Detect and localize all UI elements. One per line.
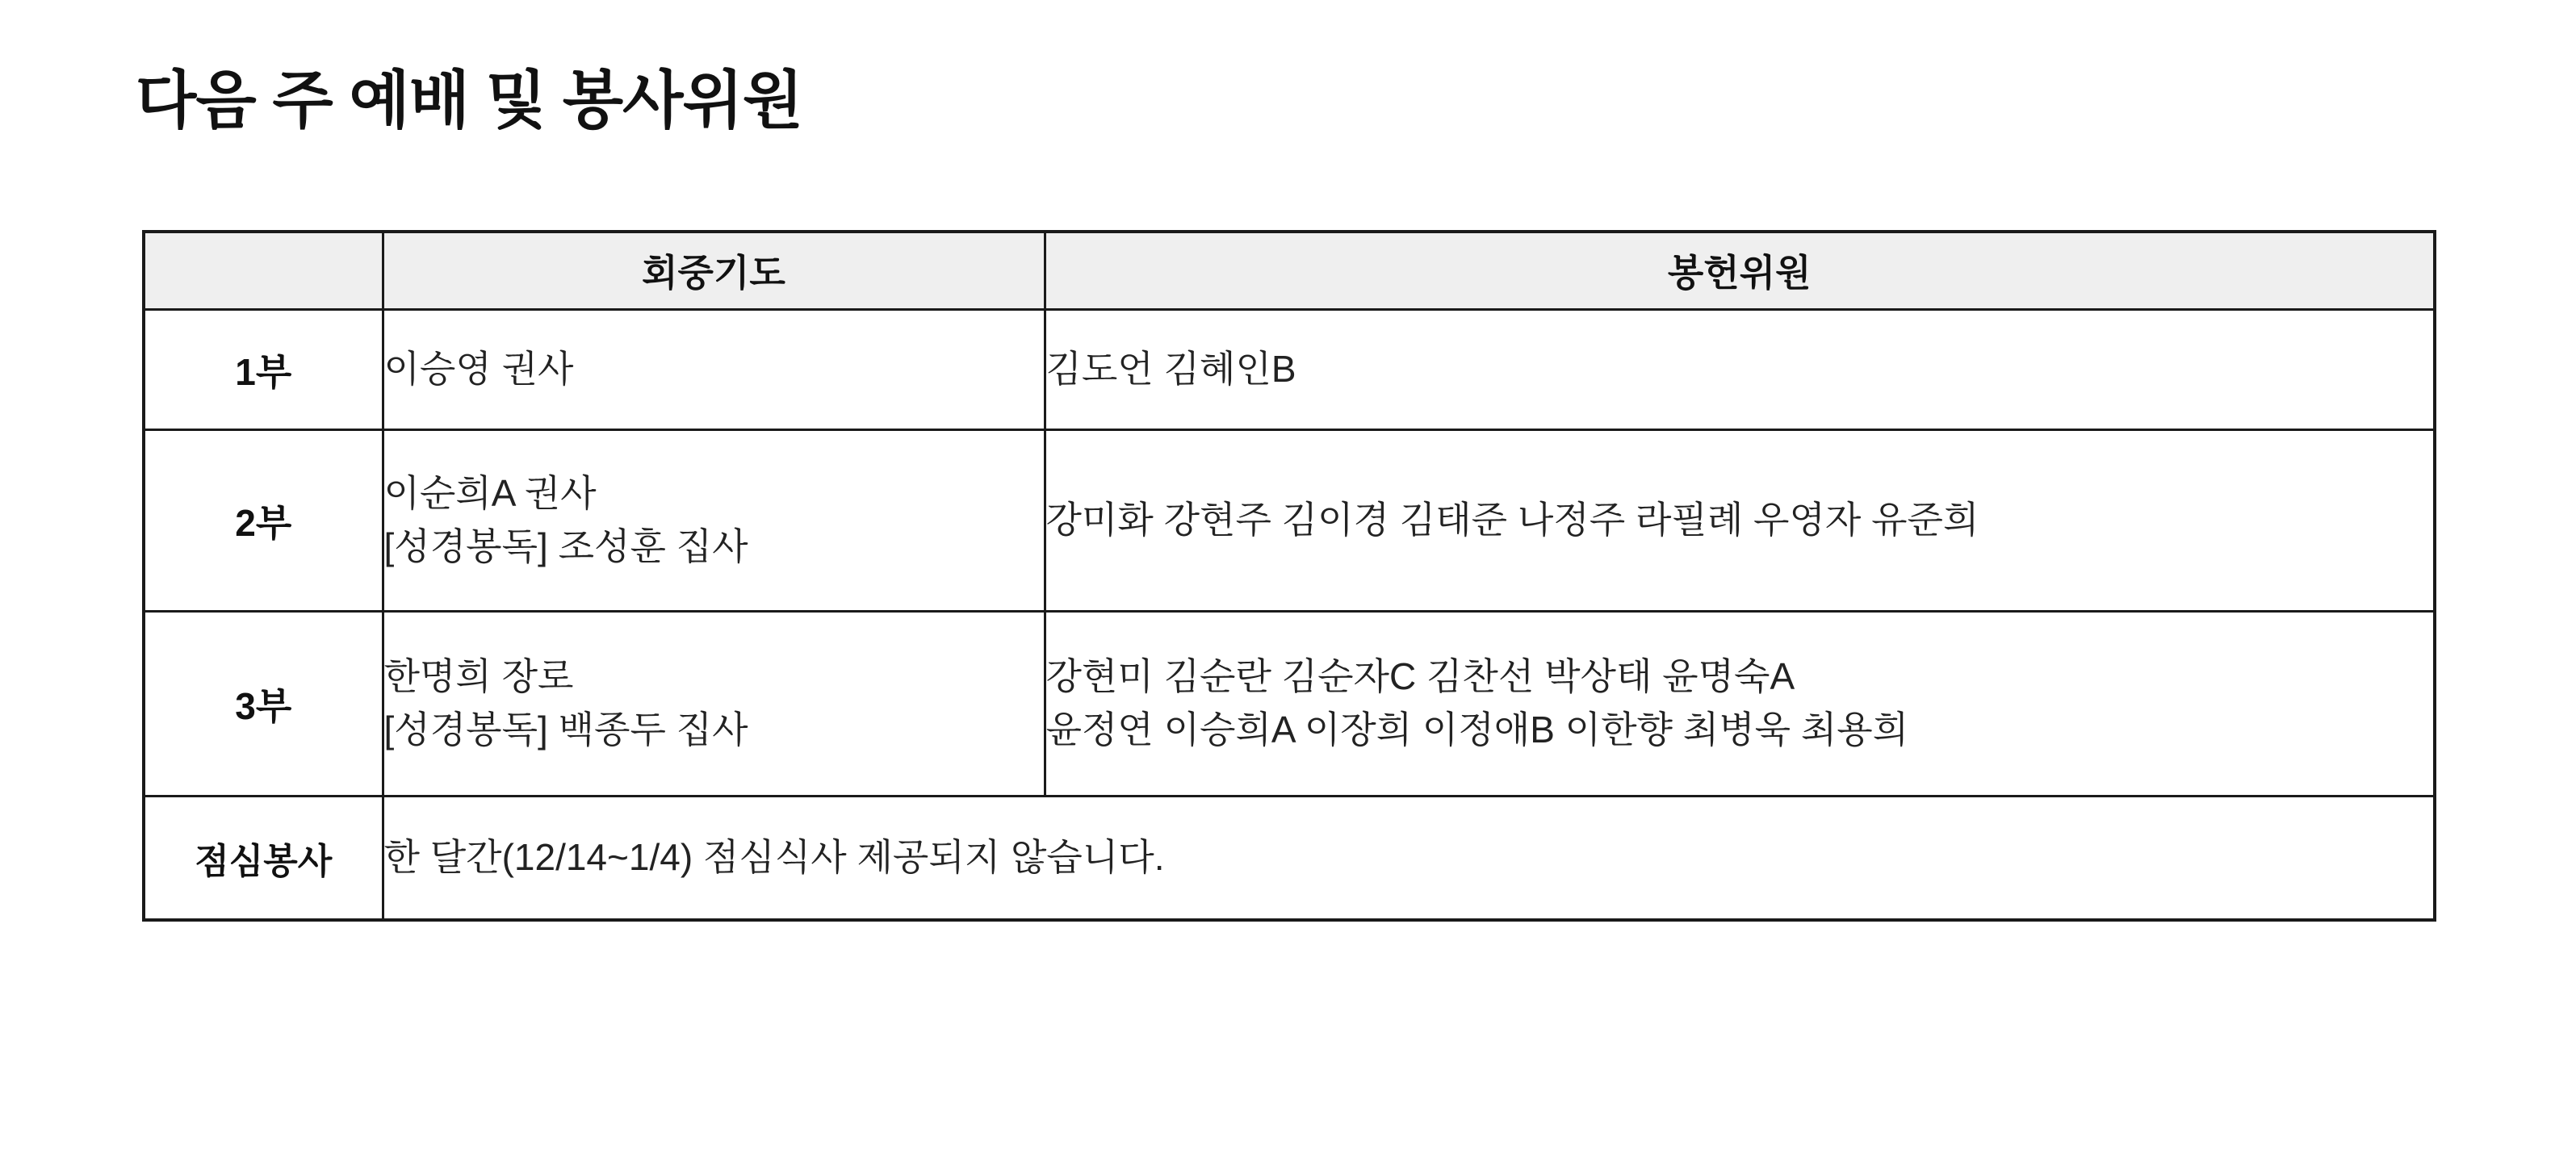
cell-prayer-service-2 (383, 429, 1045, 611)
prayer-line: [성경봉독] 백종두 집사 (383, 708, 748, 751)
offering-line: 강미화 강현주 김이경 김태준 나정주 라필례 우영자 유준희 (1045, 498, 1979, 541)
page-title: 다음 주 예배 및 봉사위원 (136, 65, 803, 136)
table-body (144, 309, 2435, 920)
prayer-line: 이승영 권사 (383, 347, 574, 390)
table-row (144, 611, 2435, 796)
prayer-line: [성경봉독] 조성훈 집사 (383, 525, 748, 567)
header-prayer: 회중기도 (383, 232, 1045, 309)
header-offering: 봉헌위원 (1045, 232, 2435, 309)
schedule-table-wrapper (142, 230, 2436, 922)
cell-offering-service-3 (1045, 611, 2435, 796)
row-label-service-1: 1부 (144, 309, 383, 429)
prayer-line: 이순희A 권사 (383, 472, 597, 515)
table-row (144, 429, 2435, 611)
cell-lunch-note (383, 796, 2435, 920)
table-header-row (144, 232, 2435, 309)
table-row (144, 309, 2435, 429)
lunch-note-line: 한 달간(12/14~1/4) 점심식사 제공되지 않습니다. (383, 835, 1165, 878)
cell-prayer-service-1 (383, 309, 1045, 429)
header-corner-cell (144, 232, 383, 309)
cell-prayer-service-3 (383, 611, 1045, 796)
table-header (144, 232, 2435, 309)
cell-offering-service-1 (1045, 309, 2435, 429)
row-label-service-3: 3부 (144, 611, 383, 796)
table-row-lunch (144, 796, 2435, 920)
schedule-table (142, 230, 2436, 922)
row-label-lunch: 점심봉사 (144, 796, 383, 920)
prayer-line: 한명희 장로 (383, 655, 574, 698)
offering-line: 강현미 김순란 김순자C 김찬선 박상태 윤명숙A (1045, 655, 1795, 698)
row-label-service-2: 2부 (144, 429, 383, 611)
offering-line: 윤정연 이승희A 이장희 이정애B 이한향 최병욱 최용희 (1045, 708, 1909, 751)
cell-offering-service-2 (1045, 429, 2435, 611)
offering-line: 김도언 김혜인B (1045, 347, 1296, 390)
